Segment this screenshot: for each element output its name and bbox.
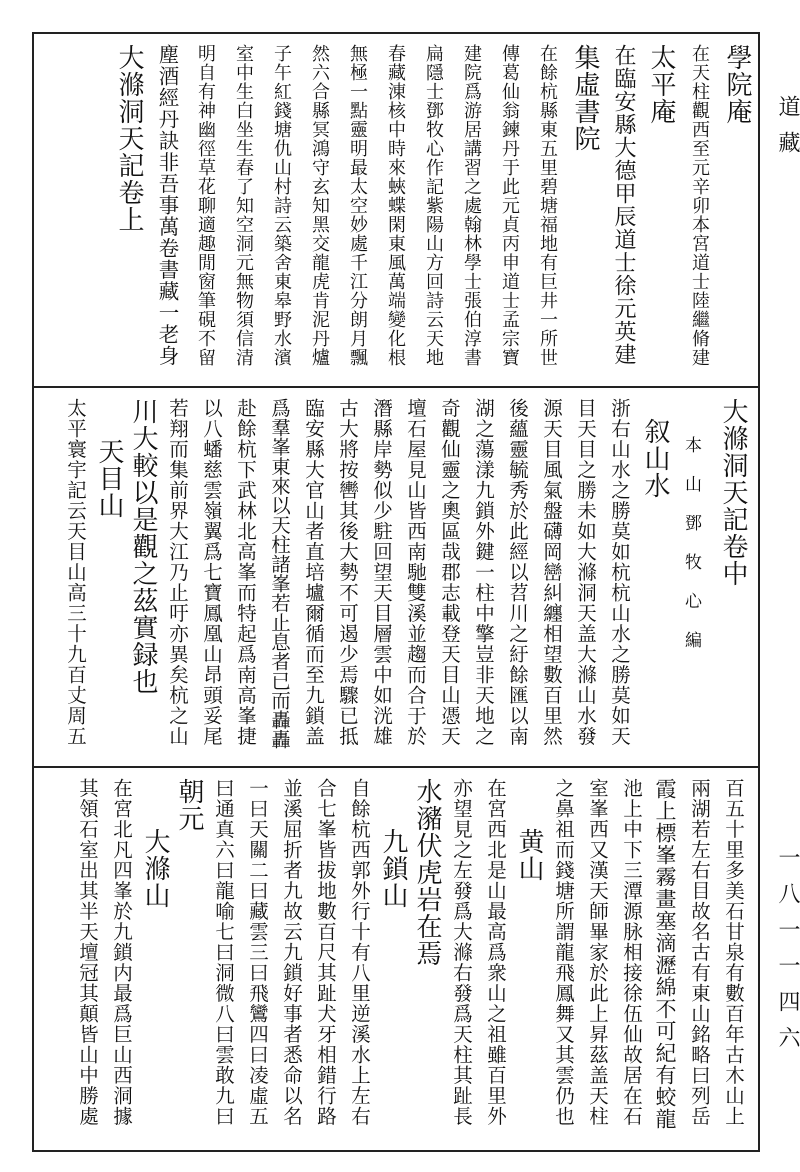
text-column: 在宮西北是山最高爲衆山之祖雖百里外: [484, 778, 507, 1127]
text-column: 太平寰宇記云天目山高三十九百丈周五: [64, 398, 87, 747]
text-column: 古大將按轡其後大勢不可遏少焉驟已抵: [336, 398, 359, 747]
text-column: 傳葛仙翁鍊丹于此元貞丙申道士孟宗寶: [499, 44, 520, 367]
text-column: 奇觀仙靈之奧區哉郡志載登天目山憑天: [438, 398, 461, 747]
margin-title: 道藏: [775, 95, 800, 167]
text-column: 川大較以是觀之茲實録也: [128, 398, 158, 695]
text-column: 以八蟠慈雲嶺翼爲七寶鳳凰山昂頭妥尾: [200, 398, 223, 747]
text-column: 浙右山水之勝莫如杭杭山水之勝莫如天: [608, 398, 631, 747]
text-column: 之鼻祖而錢塘所謂龍飛鳳舞又其雲仍也: [552, 778, 575, 1127]
text-column: 室峯西又漢天師畢家於此上昇茲盖天柱: [586, 778, 609, 1127]
text-column: 黄山: [514, 828, 544, 882]
text-column: 其領石室出其半天壇冠其顛皆山中勝處: [76, 778, 99, 1127]
text-column: 九鎖山: [378, 828, 408, 909]
text-column: 子午紅錢塘仇山村詩云築舍東皋野水濱: [271, 44, 292, 367]
text-column: 潛縣岸勢似少駐回望天目層雲中如洸雄: [370, 398, 393, 747]
text-column: 大滌洞天記卷上: [114, 44, 144, 233]
text-column: 赴餘杭下武林北高峯而特起爲南高峯捷: [234, 398, 257, 747]
text-column: 大滌洞天記卷中: [718, 398, 748, 587]
text-column: 室中生白坐生春了知空洞元無物須信清: [233, 44, 254, 367]
margin-page-number: 一八一一四六: [775, 846, 800, 1062]
text-column: 在天柱觀西至元辛卯本宮道士陸繼脩建: [689, 44, 710, 367]
text-column: 曰通真六曰龍喻七曰洞微八曰雲敢九曰: [212, 778, 235, 1127]
text-column: 池上中下三潭源脉相接徐伍仙故居在石: [620, 778, 643, 1127]
text-column: 源天目風氣盤礴岡巒糾纏相望數百里然: [540, 398, 563, 747]
text-column: 合七峯皆拔地數百尺其趾犬牙相錯行路: [314, 778, 337, 1127]
text-column: 在餘杭縣東五里碧塘福地有巨井一所世: [537, 44, 558, 367]
text-column: 自餘杭西郭外行十有八里逆溪水上左右: [348, 778, 371, 1127]
text-column: 水瀦伏虎岩在焉: [412, 778, 442, 967]
text-column: 大滌山: [140, 828, 170, 909]
text-column: 朝元: [174, 778, 204, 832]
text-column: 壇石屋見山皆西南馳雙溪並趨而合于於: [404, 398, 427, 747]
text-column: 百五十里多美石甘泉有數百年古木山上: [722, 778, 745, 1127]
top-section: [32, 34, 760, 386]
text-column: 在宮北凡四峯於九鎖内最爲巨山西洞據: [110, 778, 133, 1127]
bottom-section: [32, 768, 760, 1150]
text-column: 明自有神幽徑草花聊適趣閒窗筆硯不留: [195, 44, 216, 367]
text-column: 一曰天關二曰藏雲三曰飛鸞四曰凌虛五: [246, 778, 269, 1127]
text-column: 無極一點靈明最太空妙處千江分朗月飄: [347, 44, 368, 367]
text-column: 集虛書院: [570, 44, 600, 152]
middle-section: [32, 388, 760, 766]
text-column: 在臨安縣大德甲辰道士徐元英建: [611, 44, 636, 366]
text-column: 叙山水: [640, 418, 670, 499]
text-column: 本山鄧牧心編: [681, 436, 701, 670]
text-column: 爲羣峯東來以天柱諸峯若止息者已而轟轟: [268, 398, 291, 749]
text-column: 然六合縣冥鴻守玄知黑交龍虎肯泥丹爐: [309, 44, 330, 367]
text-column: 湖之蕩漾九鎖外鍵一柱中擎豈非天地之: [472, 398, 495, 747]
text-column: 若翔而集前界大江乃止吁亦異矣杭之山: [166, 398, 189, 747]
text-column: 塵酒經丹訣非吾事萬卷書藏一老身: [155, 44, 179, 367]
text-column: 臨安縣大官山者直培壚爾循而至九鎖盖: [302, 398, 325, 747]
text-column: 霞上標峯霧畫塞滴瀝綿不可紀有蛟龍: [653, 778, 677, 1130]
text-column: 後蘊靈毓秀於此經以苕川之紆餘匯以南: [506, 398, 529, 747]
text-column: 太平庵: [646, 44, 676, 125]
text-column: 建院爲游居講習之處翰林學士張伯淳書: [461, 44, 482, 367]
text-column: 春藏涷核中時來蛺蝶閑東風萬端變化根: [385, 44, 406, 367]
text-column: 並溪屈折者九故云九鎖好事者悉命以名: [280, 778, 303, 1127]
text-column: 目天目之勝未如大滌洞天盖大滌山水發: [574, 398, 597, 747]
text-column: 亦望見之左發爲大滌右發爲天柱其趾長: [450, 778, 473, 1127]
text-column: 扁隱士鄧牧心作記紫陽山方回詩云天地: [423, 44, 444, 367]
text-column: 學院庵: [722, 44, 752, 125]
text-column: 天目山: [94, 438, 124, 519]
text-column: 兩湖若左右目故名古有東山銘略曰列岳: [688, 778, 711, 1127]
